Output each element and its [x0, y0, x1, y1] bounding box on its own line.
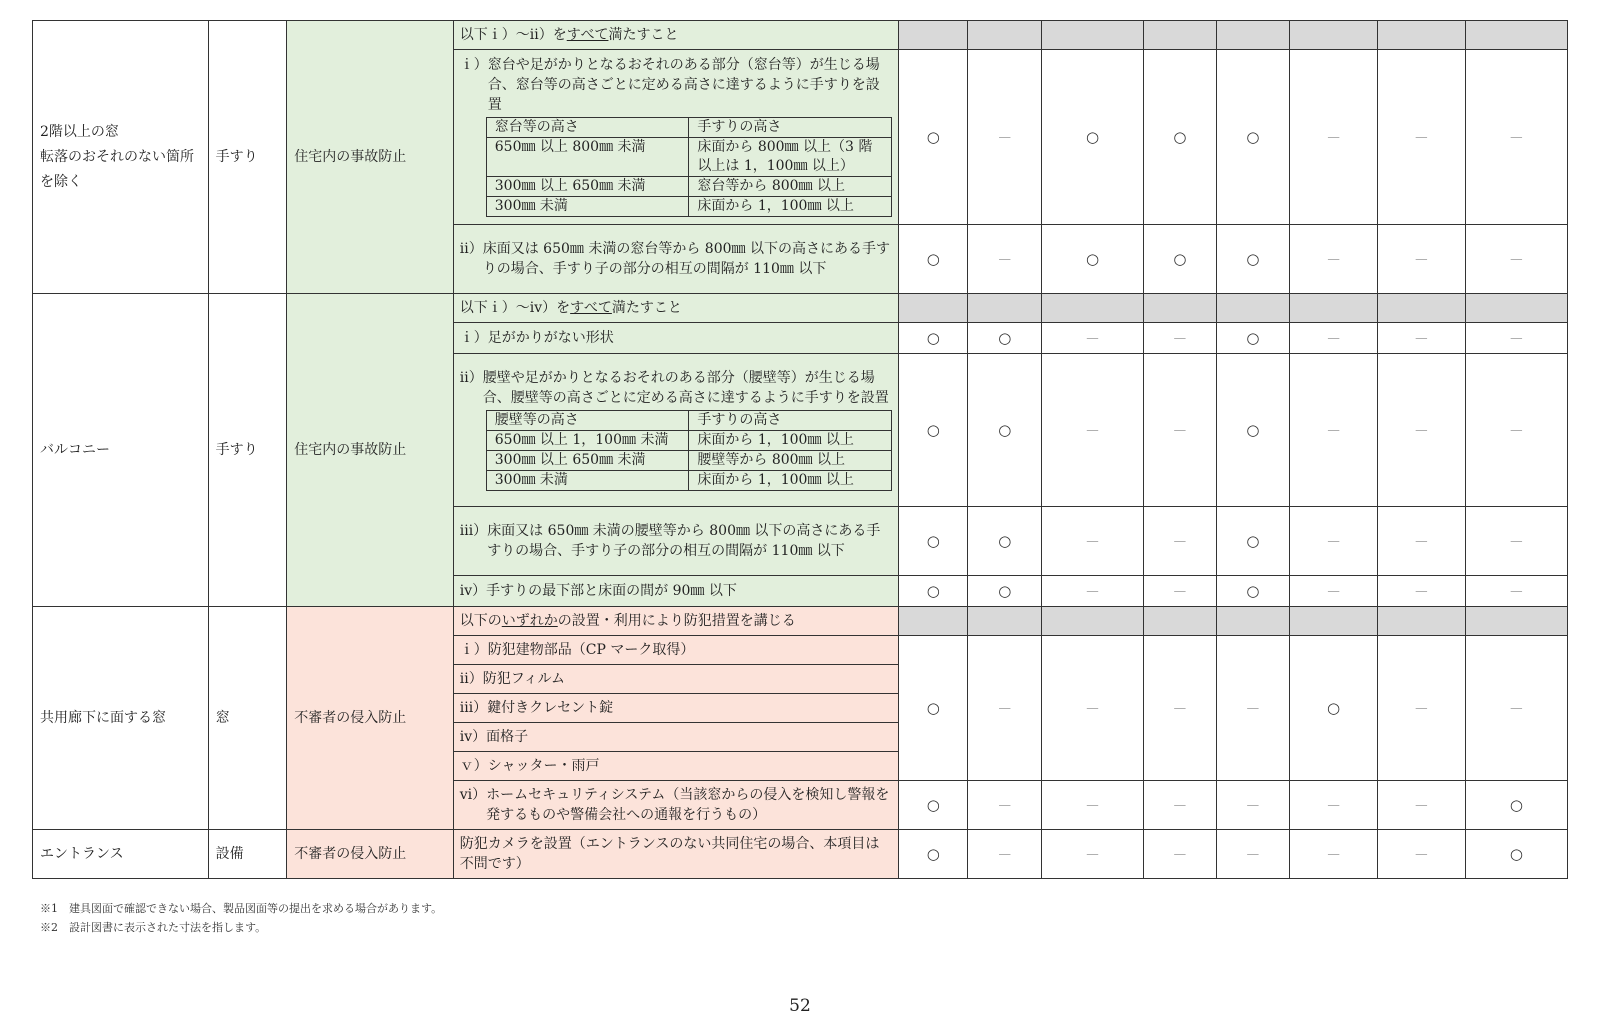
mark-cell: ○	[1144, 50, 1217, 225]
place-cell: バルコニー	[33, 294, 209, 607]
gray-cell	[1144, 21, 1217, 50]
mark-cell: －	[1377, 830, 1465, 879]
gray-cell	[968, 294, 1042, 323]
mark-cell: －	[1377, 636, 1465, 781]
mark-cell: －	[1216, 830, 1290, 879]
corridor-item-text: 防犯フィルム	[482, 671, 566, 687]
mark-cell: ○	[1042, 50, 1144, 225]
mark-cell: ○	[899, 507, 968, 576]
mark-cell: －	[1377, 323, 1465, 354]
mark-cell: －	[1042, 781, 1144, 830]
mark-cell: －	[1042, 354, 1144, 507]
inner-header: 窓台等の高さ	[486, 118, 689, 138]
mark-cell: ○	[968, 354, 1042, 507]
condition-cell	[453, 50, 898, 225]
mark-cell: －	[1465, 507, 1567, 576]
condition-cell	[453, 723, 898, 752]
inner-cell: 床面から 1，100㎜ 以上	[689, 470, 892, 490]
condition-cell	[453, 507, 898, 576]
mark-cell: －	[1144, 781, 1217, 830]
gray-cell	[968, 607, 1042, 636]
condition-iv	[460, 581, 892, 601]
condition-iv-text: 手すりの最下部と床面の間が 90㎜ 以下	[486, 583, 737, 599]
condition-header	[453, 21, 898, 50]
condition-header	[453, 607, 898, 636]
gray-cell	[1465, 607, 1567, 636]
mark-cell: ○	[1216, 507, 1290, 576]
condition-i	[460, 328, 892, 348]
mark-cell: ○	[968, 323, 1042, 354]
condition-iv-number: ⅳ）	[459, 583, 487, 599]
mark-cell: ○	[899, 50, 968, 225]
requirements-table	[32, 20, 1568, 879]
condition-i-text: 足がかりがない形状	[487, 330, 614, 346]
place-cell: エントランス	[33, 830, 209, 879]
inner-header: 腰壁等の高さ	[486, 410, 689, 430]
mark-cell: －	[1290, 50, 1378, 225]
mark-cell: ○	[1465, 781, 1567, 830]
condition-header	[453, 294, 898, 323]
gray-cell	[1042, 294, 1144, 323]
header-prefix: 以下の	[459, 613, 502, 629]
condition-cell	[453, 323, 898, 354]
purpose-cell: 不審者の侵入防止	[287, 607, 453, 830]
mark-cell: ○	[899, 576, 968, 607]
condition-cell	[453, 694, 898, 723]
footnote-1: ※1 建具図面で確認できない場合、製品図面等の提出を求める場合があります。	[40, 902, 443, 915]
condition-i-number: ｉ）	[459, 57, 488, 73]
corridor-item-number: ⅲ）	[459, 700, 488, 716]
place-cell: 2階以上の窓 転落のおそれのない箇所を除く	[33, 21, 209, 294]
window-height-table	[486, 117, 892, 217]
condition-vi-number: ⅵ）	[459, 787, 487, 803]
mark-cell: －	[1377, 507, 1465, 576]
corridor-item	[460, 669, 892, 689]
gray-cell	[1465, 21, 1567, 50]
inner-cell: 300㎜ 以上 650㎜ 未満	[486, 450, 689, 470]
condition-cell	[453, 576, 898, 607]
gray-cell	[1377, 607, 1465, 636]
gray-cell	[1216, 294, 1290, 323]
condition-ii-text: 腰壁や足がかりとなるおそれのある部分（腰壁等）が生じる場合、腰壁等の高さごとに定める高さに達するように手すりを設置	[482, 369, 889, 406]
mark-cell: －	[1290, 781, 1378, 830]
gray-cell	[968, 21, 1042, 50]
mark-cell: －	[1216, 781, 1290, 830]
gray-cell	[899, 607, 968, 636]
mark-cell: －	[1377, 225, 1465, 294]
corridor-item-number: ⅳ）	[459, 729, 487, 745]
gray-cell	[1377, 21, 1465, 50]
header-suffix: の設置・利用により防犯措置を講じる	[557, 613, 796, 629]
corridor-header-row	[33, 607, 1568, 636]
condition-ii	[460, 239, 892, 279]
equipment-cell: 設備	[208, 830, 287, 879]
header-emphasis: すべて	[566, 27, 609, 43]
mark-cell: －	[1465, 323, 1567, 354]
corridor-item-text: 防犯建物部品（CP マーク取得）	[487, 642, 695, 658]
inner-cell: 300㎜ 未満	[486, 470, 689, 490]
mark-cell: －	[968, 50, 1042, 225]
page-number: 52	[789, 996, 811, 1016]
condition-ii	[460, 368, 892, 408]
mark-cell: －	[1465, 636, 1567, 781]
condition-i-text: 窓台や足がかりとなるおそれのある部分（窓台等）が生じる場合、窓台等の高さごとに定める高さに達するように手すりを設置	[487, 57, 880, 113]
mark-cell: －	[1377, 50, 1465, 225]
condition-vi	[460, 785, 892, 825]
gray-cell	[1144, 607, 1217, 636]
condition-cell	[453, 636, 898, 665]
gray-cell	[1290, 607, 1378, 636]
mark-cell: ○	[1216, 354, 1290, 507]
mark-cell: －	[1042, 323, 1144, 354]
mark-cell: ○	[899, 830, 968, 879]
mark-cell: ○	[1465, 830, 1567, 879]
header-prefix: 以下ｉ）～ⅳ）を	[459, 300, 571, 316]
condition-i	[460, 55, 892, 115]
condition-ii-number: ⅱ）	[459, 369, 483, 386]
mark-cell: －	[1216, 636, 1290, 781]
mark-cell: －	[968, 781, 1042, 830]
gray-cell	[899, 294, 968, 323]
mark-cell: －	[1377, 576, 1465, 607]
mark-cell: －	[1290, 225, 1378, 294]
mark-cell: －	[1042, 830, 1144, 879]
mark-cell: －	[1290, 354, 1378, 507]
mark-cell: －	[1144, 354, 1217, 507]
entrance-row	[33, 830, 1568, 879]
mark-cell: －	[1290, 507, 1378, 576]
mark-cell: ○	[1042, 225, 1144, 294]
mark-cell: －	[1465, 50, 1567, 225]
mark-cell: ○	[899, 636, 968, 781]
inner-header: 手すりの高さ	[689, 410, 892, 430]
gray-cell	[1144, 294, 1217, 323]
condition-iii-text: 床面又は 650㎜ 未満の腰壁等から 800㎜ 以下の高さにある手すりの場合、手すり子の部分の相互の間隔が 110㎜ 以下	[487, 523, 881, 559]
mark-cell: ○	[1290, 636, 1378, 781]
condition-cell	[453, 781, 898, 830]
condition-vi-text: ホームセキュリティシステム（当該窓からの侵入を検知し警報を発するものや警備会社への通報を行うもの）	[486, 787, 890, 823]
inner-cell: 窓台等から 800㎜ 以上	[689, 177, 892, 197]
header-suffix: 満たすこと	[611, 300, 682, 316]
corridor-item	[460, 640, 892, 660]
corridor-item-number: ｖ）	[459, 758, 488, 774]
mark-cell: －	[968, 225, 1042, 294]
condition-i-number: ｉ）	[459, 330, 488, 346]
mark-cell: －	[968, 636, 1042, 781]
mark-cell: ○	[899, 781, 968, 830]
mark-cell: ○	[1216, 323, 1290, 354]
mark-cell: －	[1042, 576, 1144, 607]
inner-cell: 650㎜ 以上 1，100㎜ 未満	[486, 430, 689, 450]
mark-cell: －	[1144, 830, 1217, 879]
mark-cell: ○	[1216, 50, 1290, 225]
mark-cell: －	[1377, 354, 1465, 507]
mark-cell: ○	[899, 225, 968, 294]
condition-cell: 防犯カメラを設置（エントランスのない共同住宅の場合、本項目は不問です）	[453, 830, 898, 879]
mark-cell: －	[1465, 576, 1567, 607]
inner-header: 手すりの高さ	[689, 118, 892, 138]
gray-cell	[1377, 294, 1465, 323]
equipment-cell: 手すり	[208, 21, 287, 294]
mark-cell: －	[1377, 781, 1465, 830]
inner-cell: 300㎜ 以上 650㎜ 未満	[486, 177, 689, 197]
mark-cell: －	[1465, 225, 1567, 294]
gray-cell	[1290, 294, 1378, 323]
purpose-cell: 不審者の侵入防止	[287, 830, 453, 879]
place-cell: 共用廊下に面する窓	[33, 607, 209, 830]
condition-cell	[453, 225, 898, 294]
header-suffix: 満たすこと	[608, 27, 679, 43]
mark-cell: －	[1290, 323, 1378, 354]
condition-iii-number: ⅲ）	[459, 523, 488, 539]
inner-cell: 床面から 1，100㎜ 以上	[689, 430, 892, 450]
corridor-item-number: ⅱ）	[459, 671, 483, 687]
mark-cell: ○	[899, 354, 968, 507]
mark-cell: －	[1290, 576, 1378, 607]
corridor-item-text: 鍵付きクレセント錠	[487, 700, 614, 716]
mark-cell: ○	[1216, 225, 1290, 294]
inner-cell: 床面から 800㎜ 以上（3 階以上は 1，100㎜ 以上）	[689, 138, 892, 177]
gray-cell	[899, 21, 968, 50]
footnote-2: ※2 設計図書に表示された寸法を指します。	[40, 921, 267, 934]
inner-cell: 300㎜ 未満	[486, 197, 689, 217]
condition-cell	[453, 752, 898, 781]
corridor-item	[460, 727, 892, 747]
mark-cell: ○	[1144, 225, 1217, 294]
gray-cell	[1216, 607, 1290, 636]
balcony-height-table	[486, 410, 892, 491]
inner-cell: 腰壁等から 800㎜ 以上	[689, 450, 892, 470]
inner-cell: 650㎜ 以上 800㎜ 未満	[486, 138, 689, 177]
gray-cell	[1216, 21, 1290, 50]
condition-iii	[460, 521, 892, 561]
gray-cell	[1042, 21, 1144, 50]
corridor-item-number: ｉ）	[459, 642, 488, 658]
equipment-cell: 手すり	[208, 294, 287, 607]
window-header-row	[33, 21, 1568, 50]
header-emphasis: いずれか	[501, 613, 558, 629]
mark-cell: ○	[968, 576, 1042, 607]
corridor-item-text: シャッター・雨戸	[487, 758, 600, 774]
equipment-cell: 窓	[208, 607, 287, 830]
mark-cell: －	[1144, 636, 1217, 781]
inner-cell: 床面から 1，100㎜ 以上	[689, 197, 892, 217]
corridor-item	[460, 698, 892, 718]
mark-cell: －	[968, 830, 1042, 879]
condition-cell	[453, 665, 898, 694]
mark-cell: －	[1144, 323, 1217, 354]
mark-cell: ○	[1216, 576, 1290, 607]
mark-cell: ○	[968, 507, 1042, 576]
mark-cell: ○	[899, 323, 968, 354]
gray-cell	[1290, 21, 1378, 50]
header-emphasis: すべて	[570, 300, 612, 316]
purpose-cell: 住宅内の事故防止	[287, 21, 453, 294]
mark-cell: －	[1465, 354, 1567, 507]
gray-cell	[1465, 294, 1567, 323]
purpose-cell: 住宅内の事故防止	[287, 294, 453, 607]
mark-cell: －	[1042, 507, 1144, 576]
mark-cell: －	[1042, 636, 1144, 781]
gray-cell	[1042, 607, 1144, 636]
condition-ii-text: 床面又は 650㎜ 未満の窓台等から 800㎜ 以下の高さにある手すりの場合、手すり子の部分の相互の間隔が 110㎜ 以下	[482, 241, 890, 277]
mark-cell: －	[1144, 576, 1217, 607]
corridor-item-text: 面格子	[486, 729, 529, 745]
mark-cell: －	[1290, 830, 1378, 879]
corridor-item	[460, 756, 892, 776]
balcony-header-row	[33, 294, 1568, 323]
condition-ii-number: ⅱ）	[459, 241, 483, 257]
header-prefix: 以下ｉ）～ⅱ）を	[459, 27, 567, 43]
condition-cell	[453, 354, 898, 507]
mark-cell: －	[1144, 507, 1217, 576]
